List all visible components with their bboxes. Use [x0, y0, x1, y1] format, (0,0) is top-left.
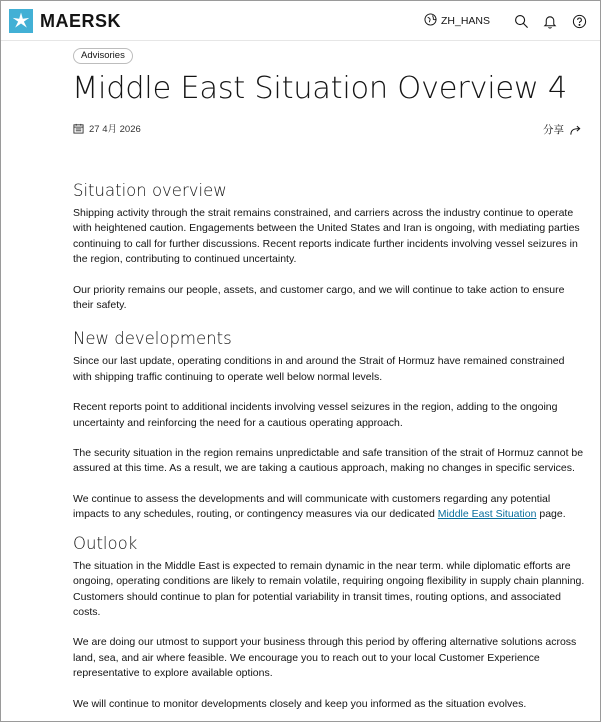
logo-wordmark: MAERSK — [40, 10, 122, 31]
paragraph: Shipping activity through the strait remains constrained, and carriers across the industry continue to operate with heightened caution. Engagements between the United States and Iran is ongoing, with mediating parties continuing to call for further discussions. Recent reports indicate further incidents involving vessel seizures in the region, contributing to continued uncertainty. — [73, 207, 580, 266]
paragraph: Recent reports point to additional incidents involving vessel seizures in the region, adding to the ongoing uncertainty and reinforcing the need for a cautious operating approach. — [73, 401, 558, 429]
bell-icon — [543, 14, 557, 29]
paragraph: Our priority remains our people, assets, and customer cargo, and we will continue to take action to ensure their safety. — [73, 283, 565, 312]
middle-east-situation-link[interactable]: Middle East Situation — [437, 508, 537, 521]
publish-date — [73, 121, 141, 135]
top-navigation-bar — [1, 1, 601, 41]
section-heading-situation-overview: Situation overview — [73, 181, 227, 200]
globe-icon — [424, 13, 437, 29]
maersk-star-icon — [9, 9, 33, 33]
paragraph: The security situation in the region remains unpredictable and safe transition of the strait of Hormuz cannot be assured at this time. As a result, we are taking a cautious approach, making no changes in specific services. — [73, 447, 584, 475]
date-text: 27 4月 2026 — [89, 124, 141, 135]
paragraph-text: We continue to assess the developments and will communicate with customers regarding any potential impacts to any schedules, routing, or contingency measures via our dedicated — [73, 492, 551, 521]
section-heading-new-developments: New developments — [73, 329, 232, 349]
share-label: 分享 — [543, 124, 564, 136]
paragraph: We are doing our utmost to support your business through this period by offering alternative solutions across land, sea, and air where feasible. We encourage you to reach out to your local Customer Experience representative to explore available options. — [73, 636, 577, 680]
help-button[interactable] — [569, 11, 589, 31]
paragraph: Since our last update, operating conditions in and around the Strait of Hormuz have remained constrained with shipping traffic continuing to operate well below normal levels. — [73, 355, 565, 383]
header-actions — [424, 11, 589, 31]
article-body — [73, 181, 585, 712]
language-label: ZH_HANS — [440, 15, 490, 27]
paragraph-text: page. — [536, 508, 566, 521]
paragraph-with-link — [73, 492, 585, 523]
maersk-logo[interactable] — [9, 8, 121, 34]
notifications-button[interactable] — [540, 11, 560, 31]
paragraph: We will continue to monitor developments closely and keep you informed as the situation evolves. — [73, 697, 527, 710]
share-button[interactable] — [543, 122, 582, 137]
paragraph: The situation in the Middle East is expected to remain dynamic in the near term. while diplomatic efforts are ongoing, operating conditions are likely to remain volatile, requiring ongoing flexibility in supply chain planning. Customers should continue to plan for potential variability in transit times, routing options, and associated costs. — [73, 559, 585, 618]
language-selector[interactable] — [424, 13, 490, 29]
category-tag[interactable]: Advisories — [73, 48, 133, 64]
search-button[interactable] — [511, 11, 531, 31]
search-icon — [514, 14, 529, 29]
calendar-icon — [73, 123, 84, 134]
help-icon — [572, 14, 587, 29]
page-title: Middle East Situation Overview 4 — [72, 71, 567, 106]
share-arrow-icon — [569, 124, 582, 136]
section-heading-outlook: Outlook — [73, 533, 138, 553]
